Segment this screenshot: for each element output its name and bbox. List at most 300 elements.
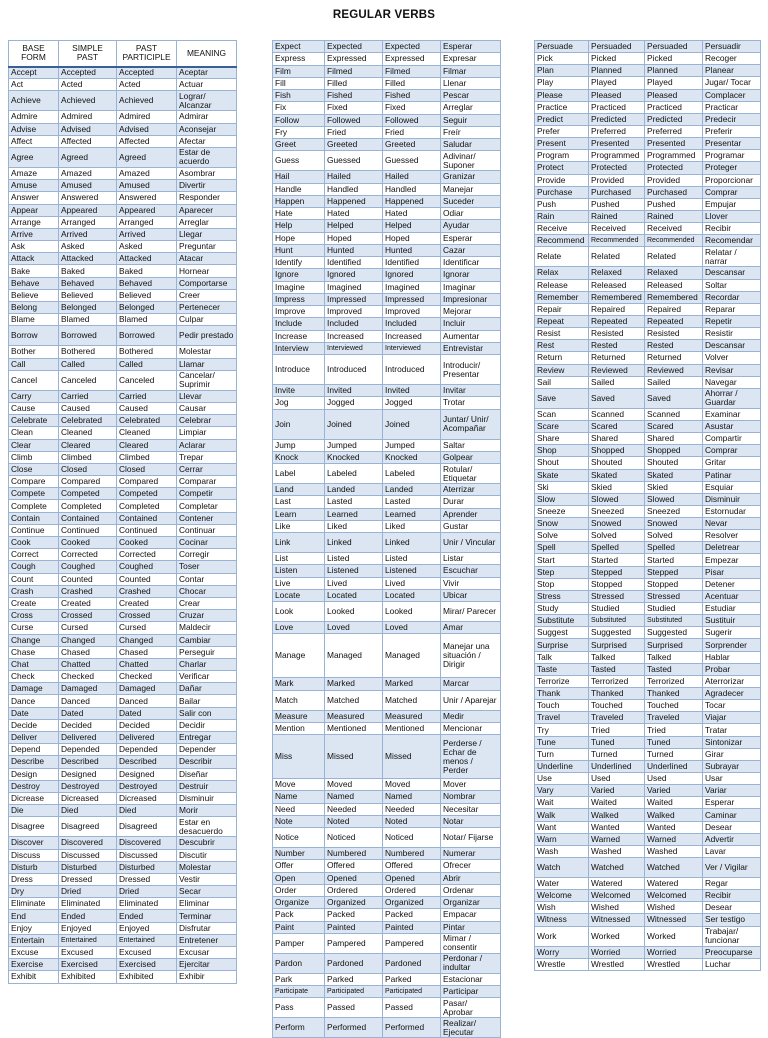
meaning-cell: Estudiar <box>703 603 761 615</box>
meaning-cell: Deletrear <box>703 542 761 554</box>
base-form-cell: Return <box>535 352 589 364</box>
table-row <box>535 328 761 340</box>
meaning-cell: Decidir <box>177 719 237 731</box>
base-form-cell: Like <box>273 520 325 532</box>
base-form-cell: Study <box>535 603 589 615</box>
table-row <box>9 817 237 837</box>
past-participle-cell: Resisted <box>645 328 703 340</box>
simple-past-cell: Scanned <box>589 408 645 420</box>
base-form-cell: Include <box>273 318 325 330</box>
page-title: REGULAR VERBS <box>332 9 436 21</box>
simple-past-cell: Related <box>589 247 645 267</box>
table-row <box>273 195 501 207</box>
base-form-cell: Surprise <box>535 639 589 651</box>
meaning-cell: Disfrutar <box>177 922 237 934</box>
past-participle-cell: Tuned <box>645 736 703 748</box>
table-row <box>9 646 237 658</box>
meaning-cell: Complacer <box>703 89 761 101</box>
base-form-cell: Believe <box>9 289 59 301</box>
simple-past-cell: Believed <box>59 289 117 301</box>
base-form-cell: Date <box>9 707 59 719</box>
past-participle-cell: Advised <box>117 123 177 135</box>
meaning-cell: Relatar / narrar <box>703 247 761 267</box>
table-header-row <box>9 41 237 67</box>
table-row <box>535 162 761 174</box>
simple-past-cell: Linked <box>325 533 383 553</box>
past-participle-cell: Preferred <box>645 125 703 137</box>
simple-past-cell: Worried <box>589 946 645 958</box>
past-participle-cell: Repaired <box>645 303 703 315</box>
past-participle-cell: Turned <box>645 748 703 760</box>
table-row <box>273 208 501 220</box>
table-row <box>535 926 761 946</box>
past-participle-cell: Mentioned <box>383 722 441 734</box>
meaning-cell: Excusar <box>177 947 237 959</box>
past-participle-cell: Labeled <box>383 464 441 484</box>
simple-past-cell: Agreed <box>59 147 117 167</box>
table-row <box>535 198 761 210</box>
past-participle-cell: Cooked <box>117 537 177 549</box>
table-row <box>535 174 761 186</box>
base-form-cell: Try <box>535 724 589 736</box>
past-participle-cell: Landed <box>383 484 441 496</box>
past-participle-cell: Greeted <box>383 139 441 151</box>
base-form-cell: Ski <box>535 481 589 493</box>
simple-past-cell: Celebrated <box>59 415 117 427</box>
table-row <box>273 860 501 872</box>
base-form-cell: Arrive <box>9 228 59 240</box>
meaning-cell: Unir / Aparejar <box>441 690 501 710</box>
table-row <box>9 719 237 731</box>
meaning-cell: Desear <box>703 902 761 914</box>
base-form-cell: Happen <box>273 195 325 207</box>
base-form-cell: Change <box>9 634 59 646</box>
meaning-cell: Entrevistar <box>441 342 501 354</box>
meaning-cell: Mejorar <box>441 306 501 318</box>
simple-past-cell: Purchased <box>589 186 645 198</box>
simple-past-cell: Imagined <box>325 281 383 293</box>
past-participle-cell: Excused <box>117 947 177 959</box>
past-participle-cell: Dicreased <box>117 792 177 804</box>
simple-past-cell: Mentioned <box>325 722 383 734</box>
table-row <box>535 566 761 578</box>
past-participle-cell: Delivered <box>117 732 177 744</box>
table-row <box>535 773 761 785</box>
past-participle-cell: Needed <box>383 803 441 815</box>
meaning-cell: Recibir <box>703 223 761 235</box>
simple-past-cell: Returned <box>589 352 645 364</box>
base-form-cell: Advise <box>9 123 59 135</box>
simple-past-cell: Tried <box>589 724 645 736</box>
table-row <box>273 779 501 791</box>
base-form-cell: Knock <box>273 451 325 463</box>
base-form-cell: Share <box>535 433 589 445</box>
meaning-cell: Culpar <box>177 314 237 326</box>
past-participle-cell: Painted <box>383 921 441 933</box>
base-form-cell: Achieve <box>9 91 59 111</box>
meaning-cell: Destruir <box>177 780 237 792</box>
simple-past-cell: Repeated <box>589 315 645 327</box>
base-form-cell: Witness <box>535 914 589 926</box>
past-participle-cell: Picked <box>645 53 703 65</box>
meaning-cell: Lograr/ Alcanzar <box>177 91 237 111</box>
base-form-cell: Amuse <box>9 180 59 192</box>
past-participle-cell: Coughed <box>117 561 177 573</box>
table-row <box>9 427 237 439</box>
simple-past-cell: Appeared <box>59 204 117 216</box>
base-form-cell: Protect <box>535 162 589 174</box>
table-row <box>9 683 237 695</box>
table-row <box>273 953 501 973</box>
past-participle-cell: Witnessed <box>645 914 703 926</box>
base-form-cell: Rain <box>535 210 589 222</box>
base-form-cell: Rest <box>535 340 589 352</box>
simple-past-cell: Pardoned <box>325 953 383 973</box>
table-row <box>273 342 501 354</box>
past-participle-cell: Dated <box>117 707 177 719</box>
meaning-cell: Advertir <box>703 833 761 845</box>
table-row <box>535 724 761 736</box>
past-participle-cell: Disagreed <box>117 817 177 837</box>
base-form-cell: Fix <box>273 102 325 114</box>
meaning-cell: Empujar <box>703 198 761 210</box>
past-participle-cell: Introduced <box>383 355 441 385</box>
table-row <box>535 878 761 890</box>
simple-past-cell: Improved <box>325 306 383 318</box>
table-row <box>273 41 501 53</box>
base-form-cell: Complete <box>9 500 59 512</box>
simple-past-cell: Thanked <box>589 688 645 700</box>
past-participle-cell: Increased <box>383 330 441 342</box>
table-row <box>9 947 237 959</box>
past-participle-cell: Handled <box>383 183 441 195</box>
meaning-cell: Rotular/ Etiquetar <box>441 464 501 484</box>
base-form-cell: Discover <box>9 837 59 849</box>
meaning-cell: Cambiar <box>177 634 237 646</box>
past-participle-cell: Studied <box>645 603 703 615</box>
table-row <box>9 837 237 849</box>
simple-past-cell: Matched <box>325 690 383 710</box>
meaning-cell: Asustar <box>703 420 761 432</box>
meaning-cell: Suceder <box>441 195 501 207</box>
meaning-cell: Salir con <box>177 707 237 719</box>
base-form-cell: Warn <box>535 833 589 845</box>
meaning-cell: Sorprender <box>703 639 761 651</box>
simple-past-cell: Blamed <box>59 314 117 326</box>
base-form-cell: Scan <box>535 408 589 420</box>
past-participle-cell: Called <box>117 358 177 370</box>
past-participle-cell: Appeared <box>117 204 177 216</box>
past-participle-cell: Competed <box>117 488 177 500</box>
base-form-cell: Welcome <box>535 890 589 902</box>
base-form-cell: Disagree <box>9 817 59 837</box>
meaning-cell: Examinar <box>703 408 761 420</box>
table-row <box>273 306 501 318</box>
past-participle-cell: Marked <box>383 678 441 690</box>
table-row <box>273 114 501 126</box>
base-form-cell: Design <box>9 768 59 780</box>
table-row <box>273 220 501 232</box>
base-form-cell: Receive <box>535 223 589 235</box>
simple-past-cell: Resisted <box>589 328 645 340</box>
simple-past-cell: Knocked <box>325 451 383 463</box>
simple-past-cell: Studied <box>589 603 645 615</box>
meaning-cell: Luchar <box>703 958 761 970</box>
simple-past-cell: Discussed <box>59 849 117 861</box>
table-row <box>273 602 501 622</box>
base-form-cell: Clear <box>9 439 59 451</box>
simple-past-cell: Expressed <box>325 53 383 65</box>
table-row <box>535 493 761 505</box>
base-form-cell: Order <box>273 884 325 896</box>
table-row <box>535 809 761 821</box>
simple-past-cell: Washed <box>589 845 645 857</box>
table-row <box>9 216 237 228</box>
meaning-cell: Secar <box>177 886 237 898</box>
meaning-cell: Subrayar <box>703 760 761 772</box>
table-row <box>535 481 761 493</box>
meaning-cell: Preguntar <box>177 241 237 253</box>
table-row <box>9 671 237 683</box>
meaning-cell: Terminar <box>177 910 237 922</box>
meaning-cell: Saltar <box>441 439 501 451</box>
meaning-cell: Depender <box>177 744 237 756</box>
simple-past-cell: Shared <box>589 433 645 445</box>
header-simple-past: SIMPLE PAST <box>59 41 117 67</box>
past-participle-cell: Sailed <box>645 376 703 388</box>
base-form-cell: End <box>9 910 59 922</box>
base-form-cell: Resist <box>535 328 589 340</box>
simple-past-cell: Offered <box>325 860 383 872</box>
simple-past-cell: Reviewed <box>589 364 645 376</box>
meaning-cell: Pertenecer <box>177 302 237 314</box>
past-participle-cell: Completed <box>117 500 177 512</box>
meaning-cell: Pescar <box>441 90 501 102</box>
simple-past-cell: Followed <box>325 114 383 126</box>
simple-past-cell: Programmed <box>589 150 645 162</box>
meaning-cell: Numerar <box>441 848 501 860</box>
table-row <box>535 210 761 222</box>
table-row <box>273 622 501 634</box>
simple-past-cell: Persuaded <box>589 41 645 53</box>
table-row <box>535 639 761 651</box>
simple-past-cell: Rested <box>589 340 645 352</box>
past-participle-cell: Danced <box>117 695 177 707</box>
table-row <box>535 890 761 902</box>
past-participle-cell: Belonged <box>117 302 177 314</box>
meaning-cell: Ayudar <box>441 220 501 232</box>
simple-past-cell: Attacked <box>59 253 117 265</box>
meaning-cell: Diseñar <box>177 768 237 780</box>
meaning-cell: Estar en desacuerdo <box>177 817 237 837</box>
table-row <box>535 554 761 566</box>
meaning-cell: Marcar <box>441 678 501 690</box>
base-form-cell: Last <box>273 496 325 508</box>
meaning-cell: Unir / Vincular <box>441 533 501 553</box>
past-participle-cell: Missed <box>383 735 441 779</box>
simple-past-cell: Opened <box>325 872 383 884</box>
meaning-cell: Llevar <box>177 390 237 402</box>
meaning-cell: Imaginar <box>441 281 501 293</box>
simple-past-cell: Numbered <box>325 848 383 860</box>
meaning-cell: Estacionar <box>441 973 501 985</box>
simple-past-cell: Amazed <box>59 167 117 179</box>
base-form-cell: Perform <box>273 1018 325 1038</box>
past-participle-cell: Wanted <box>645 821 703 833</box>
past-participle-cell: Touched <box>645 700 703 712</box>
table-row <box>9 358 237 370</box>
table-row <box>535 352 761 364</box>
table-row <box>535 138 761 150</box>
past-participle-cell: Named <box>383 791 441 803</box>
base-form-cell: Chase <box>9 646 59 658</box>
simple-past-cell: Provided <box>589 174 645 186</box>
base-form-cell: Manage <box>273 634 325 678</box>
base-form-cell: Guess <box>273 151 325 171</box>
simple-past-cell: Shopped <box>589 445 645 457</box>
past-participle-cell: Damaged <box>117 683 177 695</box>
past-participle-cell: Checked <box>117 671 177 683</box>
table-row <box>9 780 237 792</box>
simple-past-cell: Filled <box>325 77 383 89</box>
base-form-cell: Answer <box>9 192 59 204</box>
table-row <box>535 958 761 970</box>
simple-past-cell: Dressed <box>59 873 117 885</box>
base-form-cell: Wish <box>535 902 589 914</box>
base-form-cell: Dress <box>9 873 59 885</box>
table-row <box>273 293 501 305</box>
meaning-cell: Cazar <box>441 244 501 256</box>
meaning-cell: Ser testigo <box>703 914 761 926</box>
table-row <box>535 542 761 554</box>
table-row <box>535 101 761 113</box>
base-form-cell: Mark <box>273 678 325 690</box>
meaning-cell: Identificar <box>441 257 501 269</box>
table-row <box>9 805 237 817</box>
table-row <box>535 651 761 663</box>
past-participle-cell: Baked <box>117 265 177 277</box>
simple-past-cell: Pleased <box>589 89 645 101</box>
simple-past-cell: Fixed <box>325 102 383 114</box>
past-participle-cell: Designed <box>117 768 177 780</box>
meaning-cell: Esperar <box>441 41 501 53</box>
table-row <box>9 512 237 524</box>
table-row <box>535 267 761 279</box>
past-participle-cell: Stressed <box>645 590 703 602</box>
table-row <box>535 376 761 388</box>
meaning-cell: Estornudar <box>703 505 761 517</box>
past-participle-cell: Knocked <box>383 451 441 463</box>
base-form-cell: Stress <box>535 590 589 602</box>
simple-past-cell: Accepted <box>59 67 117 79</box>
meaning-cell: Dañar <box>177 683 237 695</box>
meaning-cell: Descansar <box>703 267 761 279</box>
meaning-cell: Comparar <box>177 476 237 488</box>
meaning-cell: Viajar <box>703 712 761 724</box>
table-row <box>9 228 237 240</box>
base-form-cell: Travel <box>535 712 589 724</box>
table-row <box>535 688 761 700</box>
meaning-cell: Creer <box>177 289 237 301</box>
table-row <box>9 147 237 167</box>
base-form-cell: Participate <box>273 986 325 998</box>
past-participle-cell: Contained <box>117 512 177 524</box>
past-participle-cell: Repeated <box>645 315 703 327</box>
simple-past-cell: Created <box>59 597 117 609</box>
past-participle-cell: Changed <box>117 634 177 646</box>
past-participle-cell: Noted <box>383 815 441 827</box>
past-participle-cell: Ordered <box>383 884 441 896</box>
meaning-cell: Molestar <box>177 346 237 358</box>
meaning-cell: Pedir prestado <box>177 326 237 346</box>
base-form-cell: Repair <box>535 303 589 315</box>
base-form-cell: Cause <box>9 402 59 414</box>
past-participle-cell: Dressed <box>117 873 177 885</box>
simple-past-cell: Cursed <box>59 622 117 634</box>
past-participle-cell: Fixed <box>383 102 441 114</box>
past-participle-cell: Helped <box>383 220 441 232</box>
past-participle-cell: Fished <box>383 90 441 102</box>
simple-past-cell: Managed <box>325 634 383 678</box>
base-form-cell: Decide <box>9 719 59 731</box>
base-form-cell: Cross <box>9 610 59 622</box>
meaning-cell: Empacar <box>441 909 501 921</box>
past-participle-cell: Expected <box>383 41 441 53</box>
simple-past-cell: Varied <box>589 785 645 797</box>
base-form-cell: Blame <box>9 314 59 326</box>
past-participle-cell: Purchased <box>645 186 703 198</box>
simple-past-cell: Suggested <box>589 627 645 639</box>
past-participle-cell: Pushed <box>645 198 703 210</box>
meaning-cell: Comportarse <box>177 277 237 289</box>
simple-past-cell: Shouted <box>589 457 645 469</box>
meaning-cell: Pasar/ Aprobar <box>441 998 501 1018</box>
meaning-cell: Tocar <box>703 700 761 712</box>
base-form-cell: Compete <box>9 488 59 500</box>
base-form-cell: Plan <box>535 65 589 77</box>
meaning-cell: Ofrecer <box>441 860 501 872</box>
meaning-cell: Durar <box>441 496 501 508</box>
table-row <box>273 53 501 65</box>
simple-past-cell: Affected <box>59 135 117 147</box>
past-participle-cell: Stepped <box>645 566 703 578</box>
past-participle-cell: Ended <box>117 910 177 922</box>
simple-past-cell: Dicreased <box>59 792 117 804</box>
base-form-cell: Clean <box>9 427 59 439</box>
past-participle-cell: Decided <box>117 719 177 731</box>
past-participle-cell: Received <box>645 223 703 235</box>
table-row <box>535 603 761 615</box>
table-row <box>535 578 761 590</box>
simple-past-cell: Crossed <box>59 610 117 622</box>
past-participle-cell: Matched <box>383 690 441 710</box>
table-row <box>273 244 501 256</box>
past-participle-cell: Admired <box>117 111 177 123</box>
past-participle-cell: Walked <box>645 809 703 821</box>
simple-past-cell: Talked <box>589 651 645 663</box>
base-form-cell: Use <box>535 773 589 785</box>
base-form-cell: Step <box>535 566 589 578</box>
meaning-cell: Medir <box>441 710 501 722</box>
past-participle-cell: Exercised <box>117 959 177 971</box>
base-form-cell: Arrange <box>9 216 59 228</box>
base-form-cell: Attack <box>9 253 59 265</box>
table-row <box>535 279 761 291</box>
past-participle-cell: Borrowed <box>117 326 177 346</box>
past-participle-cell: Surprised <box>645 639 703 651</box>
meaning-cell: Seguir <box>441 114 501 126</box>
base-form-cell: Belong <box>9 302 59 314</box>
